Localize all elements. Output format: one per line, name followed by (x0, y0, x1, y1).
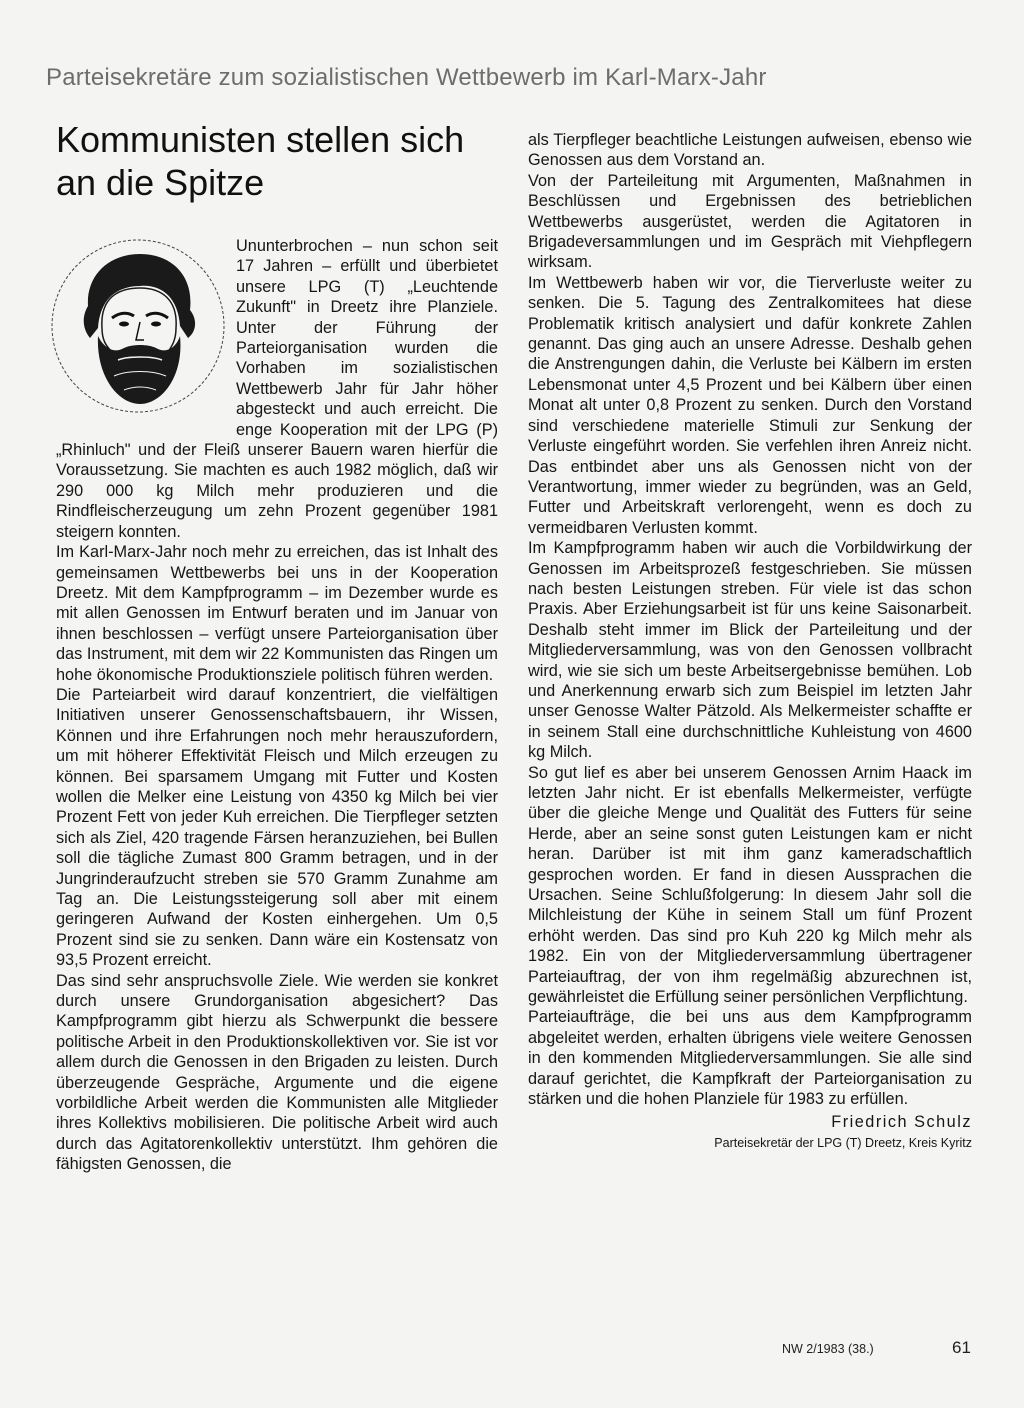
author-name: Friedrich Schulz (831, 1112, 972, 1131)
right-paragraph-6: Parteiaufträge, die bei uns aus dem Kampfprogramm abgeleitet werden, erhalten übrigens viele weitere Genossen in den kommenden Mitgliederversammlungen. Sie alle sind darauf gerichtet, die Kampfkraft der Parteiorganisation zu stärken und die hohen Planziele für 1983 zu erfüllen. (528, 1008, 972, 1109)
issue-label: NW 2/1983 (38.) (782, 1342, 874, 1356)
right-column (528, 130, 972, 1152)
left-column (56, 236, 498, 1175)
left-paragraph-4: Das sind sehr anspruchsvolle Ziele. Wie werden sie konkret durch unsere Grundorganisation abgesichert? Das Kampfprogramm gibt hierzu als Schwerpunkt die bessere politische Arbeit in den Produktionskollektiven vor. Sie ist vor allem durch die Genossen in den Brigaden zu leisten. Durch überzeugende Gespräche, Argumente und die eigene vorbildliche Arbeit werden die Kommunisten alle Mitglieder ihres Kollektivs mobilisieren. Die politische Arbeit wird auch durch das Agitatorenkollektiv unterstützt. Ihm gehören die fähigsten Genossen, die (56, 971, 498, 1174)
right-paragraph-2: Von der Parteileitung mit Argumenten, Maßnahmen in Beschlüssen und Ergebnissen des betrieblichen Wettbewerbs ausgerüstet, werden die Agitatoren in Brigadeversammlungen und im Gespräch mit Viehpflegern wirksam. (528, 171, 972, 272)
page-number: 61 (952, 1338, 971, 1357)
author-role: Parteisekretär der LPG (T) Dreetz, Kreis Kyritz (714, 1135, 972, 1150)
left-paragraph-2: Im Karl-Marx-Jahr noch mehr zu erreichen, das ist Inhalt des gemeinsamen Wettbewerbs bei uns in der Kooperation Dreetz. Mit dem Kampfprogramm – im Dezember wurde es mit allen Genossen im Entwurf beraten und im Januar von ihnen beschlossen – verfügt unsere Parteiorganisation über das Instrument, mit dem wir 22 Kommunisten das Ringen um hohe ökonomische Produktionsziele politisch führen werden. (56, 543, 498, 684)
marx-portrait-drawing (48, 236, 228, 416)
right-paragraph-4: Im Kampfprogramm haben wir auch die Vorbildwirkung der Genossen im Arbeitsprozeß festgeschrieben. Sie müssen nach besten Leistungen streben. Für viele ist das schon Praxis. Aber Erziehungsarbeit ist für uns keine Saisonarbeit. Deshalb steht immer im Blick der Parteileitung und der Mitgliederversammlung, was von den Genossen vollbracht wird, wie sie sich um beste Arbeitsergebnisse bemühen. Lob und Anerkennung erwarb sich zum Beispiel im letzten Jahr unser Genosse Walter Pätzold. Als Melkermeister schaffte er in seinem Stall eine durchschnittliche Kuhleistung von 4600 kg Milch. (528, 539, 972, 762)
right-paragraph-1: als Tierpfleger beachtliche Leistungen aufweisen, ebenso wie Genossen aus dem Vorstand an. (528, 131, 972, 170)
headline: Kommunisten stellen sich an die Spitze (56, 119, 465, 203)
left-paragraph-1: Ununterbrochen – nun schon seit 17 Jahren – erfüllt und überbietet unsere LPG (T) „Leuchtende Zukunft" in Dreetz ihre Planziele. Unter der Führung der Parteiorganisation wurden die Vorhaben im sozialistischen Wettbewerb Jahr für Jahr höher abgesteckt und auch erreicht. Die enge Kooperation mit der LPG (P) „Rhinluch" und der Fleiß unserer Bauern waren hierfür die Voraussetzung. Sie machten es auch 1982 möglich, daß wir 290 000 kg Milch mehr produzieren und die Rindfleischerzeugung um zehn Prozent gegenüber 1981 steigern konnten. (56, 237, 498, 541)
right-paragraph-3: Im Wettbewerb haben wir vor, die Tierverluste weiter zu senken. Die 5. Tagung des Zentralkomitees hat diese Problematik kritisch analysiert und dafür konkrete Zahlen genannt. Das ging auch an unsere Adresse. Deshalb gehen die Anstrengungen dahin, die Verluste bei Kälbern im ersten Lebensmonat unter 4,5 Prozent und bei Kälbern über einen Monat alt unter 0,8 Prozent zu senken. Durch den Vorstand sind verschiedene materielle Stimuli zur Senkung der Verluste eingeführt worden. Sie verfehlen ihren Anreiz nicht. Das entbindet aber uns als Genossen nicht von der Verantwortung, immer wieder zu begründen, was an Geld, Futter und Arbeitskraft verlorengeht, wenn es doch zu vermeidbaren Verlusten kommt. (528, 273, 972, 537)
right-paragraph-5: So gut lief es aber bei unserem Genossen Arnim Haack im letzten Jahr nicht. Er ist ebenfalls Melkermeister, verfügte über die gleiche Menge und Qualität des Futters für seine Herde, aber an seine sonst guten Leistungen kam er nicht heran. Darüber ist mit ihm ganz kameradschaftlich gesprochen worden. Er fand in diesen Aussprachen die Ursachen. Seine Schlußfolgerung: In diesem Jahr soll die Milchleistung der Kühe in seinem Stall um fünf Prozent erhöht werden. Das sind pro Kuh 220 kg Milch mehr als 1982. Ein von der Mitgliederversammlung übertragener Parteiauftrag, der von ihm regelmäßig abzurechnen ist, gewährleistet die Erfüllung seiner persönlichen Verpflichtung. (528, 763, 972, 1007)
kicker: Parteisekretäre zum sozialistischen Wettbewerb im Karl-Marx-Jahr (46, 64, 767, 91)
left-paragraph-3: Die Parteiarbeit wird darauf konzentriert, die vielfältigen Initiativen unserer Genossenschaftsbauern, ihr Wissen, Können und ihre Erfahrungen noch mehr herauszufordern, um mit höherer Effektivität Fleisch und Milch erzeugen zu können. Bei sparsamem Umgang mit Futter und Kosten wollen die Melker eine Leistung von 4350 kg Milch bei vier Prozent Fett von jeder Kuh erreichen. Die Tierpfleger setzten sich als Ziel, 420 tragende Färsen heranzuziehen, bei Bullen soll die tägliche Zumast 800 Gramm betragen, und in der Jungrinderaufzucht streben sie 570 Gramm Zunahme am Tag an. Die Leistungssteigerung soll aber mit einem geringeren Aufwand der Kosten einhergehen. Um 0,5 Prozent sind sie zu senken. Dann wäre ein Kostensatz von 93,5 Prozent erreicht. (56, 685, 498, 970)
marx-portrait (48, 236, 236, 426)
